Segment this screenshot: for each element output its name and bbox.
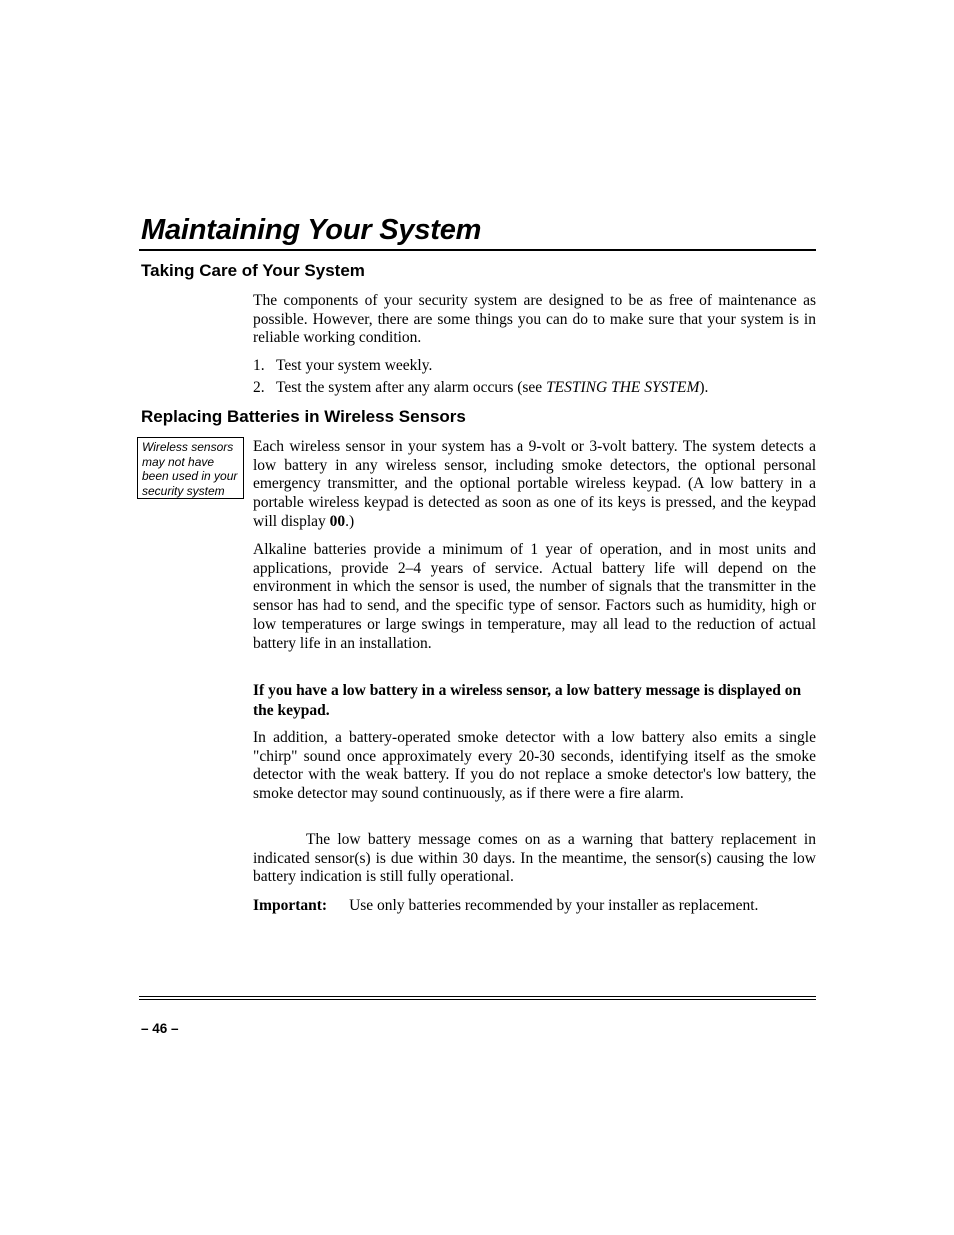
battery-paragraph-1-end: .): [345, 512, 355, 530]
important-label: Important:: [253, 897, 328, 914]
margin-note: Wireless sensors may not have been used in your security system: [137, 437, 244, 499]
page-title: Maintaining Your System: [141, 214, 482, 246]
cross-reference: TESTING THE SYSTEM: [546, 379, 700, 397]
footer-divider: [139, 999, 816, 1000]
list-item-number: 1.: [253, 357, 265, 374]
list-item: [253, 379, 816, 398]
section-heading-care: Taking Care of Your System: [141, 261, 365, 280]
care-intro-paragraph: The components of your security system are designed to be as free of maintenance as possible. However, there are some things you can do to make sure that your system is in reliable working condition.: [253, 292, 816, 347]
low-battery-notice: If you have a low battery in a wireless sensor, a low battery message is displayed on the keypad.: [253, 682, 802, 719]
battery-paragraph-1: [253, 438, 816, 532]
important-text: Use only batteries recommended by your installer as replacement.: [349, 897, 759, 914]
keypad-display-code: 00: [329, 512, 346, 530]
title-divider: [139, 249, 816, 251]
list-item-text-end: ).: [699, 379, 709, 397]
footer-divider: [139, 996, 816, 997]
important-note: [253, 897, 816, 916]
list-item-text: Test your system weekly.: [276, 357, 433, 374]
care-steps-list: [253, 357, 816, 401]
battery-paragraph-3: In addition, a battery-operated smoke detector with a low battery also emits a single "chirp" sound once approximately every 20-30 seconds, identifying itself as the smoke detector with the weak battery. If you do not replace a smoke detector's low battery, the smoke detector may sound continuously, as if there were a fire alarm.: [253, 729, 816, 803]
list-item-number: 2.: [253, 379, 265, 397]
list-item: [253, 357, 816, 376]
battery-paragraph-4: The low battery message comes on as a warning that battery replacement in indicated sensor(s) is due within 30 days. In the meantime, the sensor(s) causing the low battery indication is still fully operational.: [253, 831, 816, 886]
battery-paragraph-1-text: Each wireless sensor in your system has a 9-volt or 3-volt battery. The system detects a low battery in any wireless sensor, including smoke detectors, the optional personal emergency transmitter, and the optional portable wireless keypad. (A low battery in a portable wireless keypad is detected as soon as one of its keys is pressed, and the keypad will display: [253, 438, 816, 530]
list-item-text: Test the system after any alarm occurs (see: [276, 379, 547, 397]
battery-paragraph-2: Alkaline batteries provide a minimum of 1 year of operation, and in most units and applications, provide 2–4 years of service. Actual battery life will depend on the environment in which the sensor is used, the number of signals that the transmitter in the sensor has had to send, and the specific type of sensor. Factors such as humidity, high or low temperatures or large swings in temperature, may all lead to the reduction of actual battery life in an installation.: [253, 541, 816, 652]
page-number: – 46 –: [141, 1021, 179, 1036]
section-heading-batteries: Replacing Batteries in Wireless Sensors: [141, 407, 466, 426]
